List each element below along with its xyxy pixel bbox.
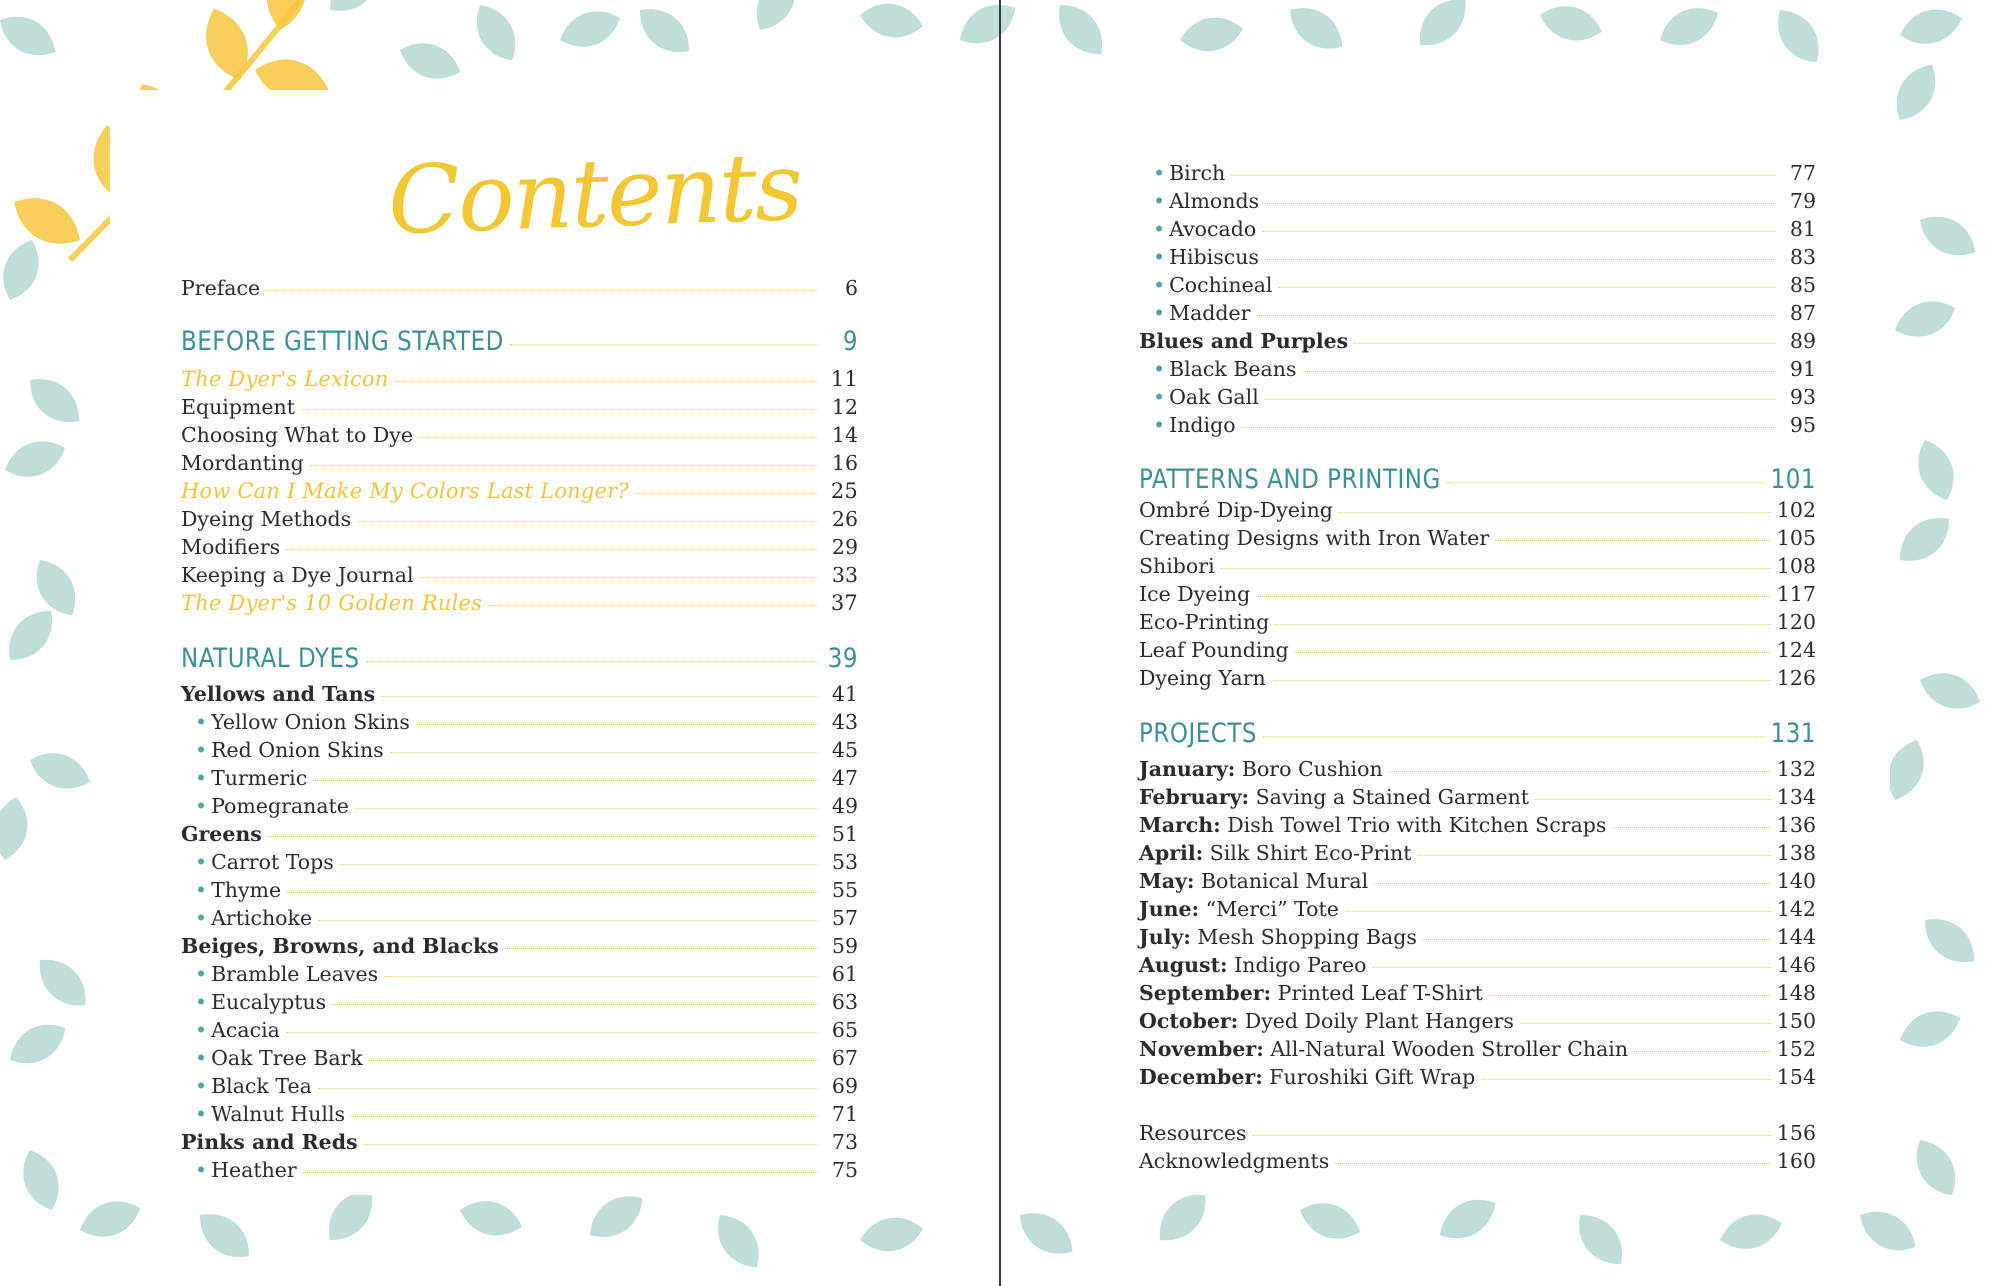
- toc-entry[interactable]: [1139, 1119, 1816, 1147]
- toc-entry[interactable]: [195, 792, 858, 820]
- toc-entry-title: How Can I Make My Colors Last Longer?: [181, 479, 629, 503]
- toc-entry[interactable]: [1153, 243, 1816, 271]
- toc-page-number: 124: [1776, 638, 1816, 662]
- toc-entry-title: • Bramble Leaves: [195, 960, 378, 988]
- toc-entry-title: Beiges, Browns, and Blacks: [181, 934, 499, 958]
- toc-entry-title: Ombré Dip-Dyeing: [1139, 498, 1333, 522]
- dot-leader: [351, 1116, 818, 1117]
- toc-page-number: 55: [831, 878, 858, 902]
- page-title: Contents: [386, 132, 803, 257]
- toc-entry-title: • Hibiscus: [1153, 243, 1259, 271]
- toc-page-number: 95: [1789, 413, 1816, 437]
- dot-leader: [303, 1172, 818, 1173]
- toc-entry[interactable]: [181, 561, 858, 589]
- dot-leader: [1389, 771, 1771, 772]
- toc-entry[interactable]: [1139, 608, 1816, 636]
- toc-entry[interactable]: [181, 393, 858, 421]
- toc-page-number: 26: [831, 507, 858, 531]
- toc-page-number: 160: [1776, 1149, 1816, 1173]
- toc-page-number: 67: [831, 1046, 858, 1070]
- toc-entry[interactable]: [181, 820, 858, 848]
- toc-entry[interactable]: [195, 1100, 858, 1128]
- toc-page-number: 126: [1776, 666, 1816, 690]
- toc-entry[interactable]: [1153, 159, 1816, 187]
- toc-page-number: 134: [1776, 785, 1816, 809]
- toc-entry[interactable]: [1139, 1063, 1816, 1091]
- toc-entry-title: • Oak Gall: [1153, 383, 1259, 411]
- toc-entry[interactable]: [1139, 1147, 1816, 1175]
- toc-entry[interactable]: [1153, 271, 1816, 299]
- project-name: Printed Leaf T-Shirt: [1271, 981, 1483, 1005]
- toc-entry[interactable]: [181, 1128, 858, 1156]
- toc-entry-title: Mordanting: [181, 451, 304, 475]
- dot-leader: [1303, 371, 1777, 372]
- toc-page-number: 57: [831, 906, 858, 930]
- toc-entry-title: Creating Designs with Iron Water: [1139, 526, 1490, 550]
- dot-leader: [1256, 315, 1776, 316]
- toc-page-number: 37: [830, 591, 858, 615]
- toc-page-number: 41: [831, 682, 858, 706]
- toc-entry-title: Choosing What to Dye: [181, 423, 413, 447]
- toc-entry-title: [1139, 895, 1339, 923]
- dot-leader: [364, 1144, 818, 1145]
- toc-page-number: 12: [831, 395, 858, 419]
- toc-entry[interactable]: [181, 932, 858, 960]
- toc-entry-title: [1139, 923, 1417, 951]
- toc-entry-title: Equipment: [181, 395, 295, 419]
- toc-page-number: 85: [1789, 273, 1816, 297]
- toc-entry-title: Preface: [181, 276, 261, 300]
- toc-page-number: 140: [1776, 869, 1816, 893]
- dot-leader: [1489, 995, 1771, 996]
- toc-page-number: 77: [1789, 161, 1816, 185]
- project-name: Indigo Pareo: [1227, 953, 1367, 977]
- toc-page-number: 148: [1776, 981, 1816, 1005]
- toc-entry-title: [1139, 867, 1368, 895]
- toc-page-number: 146: [1776, 953, 1816, 977]
- project-month: January:: [1139, 757, 1236, 781]
- project-name: Boro Cushion: [1235, 757, 1383, 781]
- toc-page-number: 150: [1776, 1009, 1816, 1033]
- toc-entry[interactable]: [1139, 979, 1816, 1007]
- dot-leader: [1354, 343, 1776, 344]
- toc-entry-title: [1139, 783, 1529, 811]
- toc-entry[interactable]: [195, 1156, 858, 1184]
- dot-leader: [1417, 855, 1770, 856]
- dot-leader: [419, 437, 818, 438]
- toc-page-number: 81: [1789, 217, 1816, 241]
- toc-page-number: 152: [1776, 1037, 1816, 1061]
- toc-entry[interactable]: [1139, 783, 1816, 811]
- toc-page-number: 132: [1776, 757, 1816, 781]
- toc-page-number: 93: [1789, 385, 1816, 409]
- dot-leader: [1495, 540, 1771, 541]
- dot-leader: [1295, 652, 1771, 653]
- toc-page-number: 61: [831, 962, 858, 986]
- dot-leader: [390, 752, 818, 753]
- dot-leader: [1339, 512, 1771, 513]
- toc-entry-title: Dyeing Methods: [181, 507, 352, 531]
- toc-page-number: 91: [1789, 357, 1816, 381]
- dot-leader: [1272, 680, 1771, 681]
- dot-leader: [510, 344, 818, 345]
- toc-entry-title: • Pomegranate: [195, 792, 349, 820]
- toc-entry[interactable]: [1139, 664, 1816, 692]
- project-name: Saving a Stained Garment: [1249, 785, 1530, 809]
- toc-entry-title: • Walnut Hulls: [195, 1100, 345, 1128]
- toc-entry[interactable]: [181, 643, 858, 675]
- toc-entry-title: • Madder: [1153, 299, 1250, 327]
- toc-entry-title: • Black Tea: [195, 1072, 312, 1100]
- toc-page-number: 63: [831, 990, 858, 1014]
- toc-page-number: 73: [831, 1130, 858, 1154]
- toc-entry[interactable]: [195, 848, 858, 876]
- dot-leader: [635, 493, 818, 494]
- dot-leader: [1612, 827, 1770, 828]
- toc-entry[interactable]: [1139, 811, 1816, 839]
- toc-entry[interactable]: [195, 904, 858, 932]
- toc-entry[interactable]: [1153, 187, 1816, 215]
- toc-page-number: 65: [831, 1018, 858, 1042]
- project-month: March:: [1139, 813, 1221, 837]
- toc-entry[interactable]: [195, 960, 858, 988]
- dot-leader: [1275, 624, 1771, 625]
- dot-leader: [310, 465, 818, 466]
- toc-entry-title: • Heather: [195, 1156, 297, 1184]
- toc-entry[interactable]: [1139, 1007, 1816, 1035]
- toc-entry[interactable]: [181, 533, 858, 561]
- toc-page-number: 53: [831, 850, 858, 874]
- toc-page-number: 25: [830, 479, 858, 503]
- toc-entry-title: Keeping a Dye Journal: [181, 563, 414, 587]
- toc-entry-title: PROJECTS: [1139, 718, 1257, 749]
- toc-entry-title: Greens: [181, 822, 262, 846]
- toc-entry[interactable]: [181, 505, 858, 533]
- toc-entry-title: [1139, 951, 1367, 979]
- toc-page-number: 154: [1776, 1065, 1816, 1089]
- project-month: May:: [1139, 869, 1195, 893]
- toc-entry-title: NATURAL DYES: [181, 643, 360, 674]
- toc-entry-title: [1139, 1063, 1475, 1091]
- toc-page-number: 131: [1770, 718, 1816, 749]
- toc-entry[interactable]: [195, 1016, 858, 1044]
- project-month: February:: [1139, 785, 1250, 809]
- toc-entry[interactable]: [1139, 464, 1816, 496]
- toc-page-number: 49: [831, 794, 858, 818]
- toc-entry-title: PATTERNS AND PRINTING: [1139, 464, 1441, 495]
- toc-entry[interactable]: [181, 449, 858, 477]
- toc-entry[interactable]: [195, 708, 858, 736]
- toc-entry-title: [1139, 1007, 1514, 1035]
- dot-leader: [1423, 939, 1771, 940]
- dot-leader: [505, 948, 818, 949]
- toc-entry[interactable]: [195, 988, 858, 1016]
- dot-leader: [1221, 568, 1771, 569]
- toc-entry-title: Leaf Pounding: [1139, 638, 1289, 662]
- dot-leader: [488, 605, 818, 606]
- dot-leader: [1373, 967, 1771, 968]
- dot-leader: [1520, 1023, 1771, 1024]
- toc-entry-title: Eco-Printing: [1139, 610, 1270, 634]
- toc-entry-title: • Avocado: [1153, 215, 1256, 243]
- project-month: September:: [1139, 981, 1272, 1005]
- dot-leader: [366, 661, 818, 662]
- toc-entry[interactable]: [1139, 718, 1816, 750]
- toc-page-number: 79: [1789, 189, 1816, 213]
- toc-entry-title: Resources: [1139, 1121, 1247, 1145]
- toc-entry[interactable]: [1153, 215, 1816, 243]
- toc-entry[interactable]: [1139, 496, 1816, 524]
- toc-entry[interactable]: [1139, 839, 1816, 867]
- toc-page-number: 156: [1776, 1121, 1816, 1145]
- toc-page-number: 33: [831, 563, 858, 587]
- toc-entry-title: BEFORE GETTING STARTED: [181, 326, 504, 357]
- toc-page-number: 14: [831, 423, 858, 447]
- dot-leader: [357, 521, 818, 522]
- toc-page-number: 89: [1789, 329, 1816, 353]
- toc-entry-title: Acknowledgments: [1139, 1149, 1330, 1173]
- toc-page-number: 75: [831, 1158, 858, 1182]
- toc-page-number: 59: [831, 934, 858, 958]
- toc-page-number: 71: [831, 1102, 858, 1126]
- project-name: Dish Towel Trio with Kitchen Scraps: [1220, 813, 1607, 837]
- toc-entry-title: • Carrot Tops: [195, 848, 334, 876]
- toc-entry-title: • Oak Tree Bark: [195, 1044, 363, 1072]
- dot-leader: [301, 409, 818, 410]
- toc-entry[interactable]: [1139, 867, 1816, 895]
- toc-entry-title: [1139, 1035, 1628, 1063]
- toc-entry[interactable]: [195, 764, 858, 792]
- dot-leader: [420, 577, 819, 578]
- dot-leader: [1265, 203, 1776, 204]
- toc-entry-title: • Birch: [1153, 159, 1225, 187]
- toc-entry[interactable]: [1139, 895, 1816, 923]
- toc-entry-title: Modifiers: [181, 535, 281, 559]
- toc-entry-title: • Indigo: [1153, 411, 1236, 439]
- dot-leader: [1335, 1163, 1771, 1164]
- toc-entry-title: • Black Beans: [1153, 355, 1297, 383]
- toc-entry[interactable]: [1153, 383, 1816, 411]
- toc-entry-title: • Almonds: [1153, 187, 1259, 215]
- toc-entry[interactable]: [1139, 951, 1816, 979]
- toc-entry[interactable]: [181, 680, 858, 708]
- toc-entry[interactable]: [195, 1044, 858, 1072]
- dot-leader: [355, 808, 818, 809]
- toc-entry[interactable]: [181, 421, 858, 449]
- dot-leader: [1263, 736, 1765, 737]
- dot-leader: [1253, 1135, 1771, 1136]
- toc-entry[interactable]: [181, 589, 858, 617]
- project-month: October:: [1139, 1009, 1239, 1033]
- toc-entry[interactable]: [181, 326, 858, 358]
- toc-page-number: 101: [1770, 464, 1816, 495]
- toc-page-number: 45: [831, 738, 858, 762]
- project-name: Silk Shirt Eco-Print: [1203, 841, 1412, 865]
- toc-entry[interactable]: [195, 876, 858, 904]
- toc-entry[interactable]: [181, 274, 858, 302]
- book-spine: [999, 0, 1001, 1286]
- project-name: All-Natural Wooden Stroller Chain: [1263, 1037, 1629, 1061]
- toc-entry[interactable]: [1139, 524, 1816, 552]
- toc-entry-title: The Dyer's Lexicon: [181, 367, 389, 391]
- project-month: August:: [1139, 953, 1228, 977]
- toc-entry-title: Blues and Purples: [1139, 329, 1349, 353]
- toc-entry-title: • Cochineal: [1153, 271, 1272, 299]
- toc-entry[interactable]: [1139, 923, 1816, 951]
- toc-entry-title: • Red Onion Skins: [195, 736, 384, 764]
- dot-leader: [1535, 799, 1771, 800]
- toc-page-number: 9: [842, 326, 858, 357]
- project-month: December:: [1139, 1065, 1263, 1089]
- dot-leader: [1265, 259, 1776, 260]
- project-name: Dyed Doily Plant Hangers: [1238, 1009, 1514, 1033]
- toc-entry[interactable]: [181, 365, 858, 393]
- toc-page-number: 87: [1789, 301, 1816, 325]
- dot-leader: [1265, 399, 1776, 400]
- dot-leader: [1256, 596, 1771, 597]
- dot-leader: [369, 1060, 818, 1061]
- toc-entry-title: • Acacia: [195, 1016, 280, 1044]
- dot-leader: [287, 892, 818, 893]
- toc-entry[interactable]: [195, 1072, 858, 1100]
- dot-leader: [395, 381, 819, 382]
- toc-entry-title: • Artichoke: [195, 904, 312, 932]
- dot-leader: [332, 1004, 818, 1005]
- dot-leader: [318, 920, 818, 921]
- toc-entry[interactable]: [1153, 355, 1816, 383]
- dot-leader: [1345, 911, 1771, 912]
- toc-page-number: 47: [831, 766, 858, 790]
- project-name: Botanical Mural: [1194, 869, 1369, 893]
- toc-page-number: 138: [1776, 841, 1816, 865]
- dot-leader: [340, 864, 818, 865]
- toc-entry-title: Pinks and Reds: [181, 1130, 358, 1154]
- project-month: November:: [1139, 1037, 1264, 1061]
- toc-page-number: 117: [1776, 582, 1816, 606]
- dot-leader: [286, 549, 818, 550]
- toc-entry-title: [1139, 839, 1411, 867]
- toc-page-number: 136: [1776, 813, 1816, 837]
- toc-page-number: 39: [827, 643, 858, 674]
- toc-page-number: 144: [1776, 925, 1816, 949]
- toc-page-number: 142: [1776, 897, 1816, 921]
- toc-entry-title: The Dyer's 10 Golden Rules: [181, 591, 483, 615]
- project-name: Furoshiki Gift Wrap: [1262, 1065, 1476, 1089]
- toc-page-number: 108: [1776, 554, 1816, 578]
- toc-entry-title: • Yellow Onion Skins: [195, 708, 410, 736]
- dot-leader: [1374, 883, 1771, 884]
- toc-entry-title: Ice Dyeing: [1139, 582, 1251, 606]
- toc-entry-title: • Thyme: [195, 876, 281, 904]
- toc-page-number: 6: [844, 276, 858, 300]
- toc-entry[interactable]: [1139, 327, 1816, 355]
- toc-page-number: 29: [831, 535, 858, 559]
- dot-leader: [1634, 1051, 1771, 1052]
- toc-entry-title: [1139, 755, 1383, 783]
- toc-entry-title: Shibori: [1139, 554, 1215, 578]
- toc-page-number: 11: [830, 367, 858, 391]
- dot-leader: [1242, 427, 1776, 428]
- toc-page-number: 105: [1776, 526, 1816, 550]
- toc-entry-title: • Turmeric: [195, 764, 307, 792]
- project-month: April:: [1139, 841, 1204, 865]
- toc-entry[interactable]: [1139, 636, 1816, 664]
- dot-leader: [381, 696, 818, 697]
- toc-page-number: 83: [1789, 245, 1816, 269]
- toc-entry[interactable]: [1139, 755, 1816, 783]
- dot-leader: [286, 1032, 818, 1033]
- dot-leader: [1447, 482, 1765, 483]
- dot-leader: [318, 1088, 818, 1089]
- toc-entry-title: Yellows and Tans: [181, 682, 376, 706]
- toc-page-number: 43: [831, 710, 858, 734]
- toc-entry[interactable]: [181, 477, 858, 505]
- toc-entry[interactable]: [195, 736, 858, 764]
- project-month: July:: [1139, 925, 1191, 949]
- toc-entry-title: [1139, 979, 1483, 1007]
- toc-entry[interactable]: [1153, 411, 1816, 439]
- toc-page-number: 102: [1776, 498, 1816, 522]
- project-name: Mesh Shopping Bags: [1190, 925, 1417, 949]
- toc-entry[interactable]: [1153, 299, 1816, 327]
- dot-leader: [1481, 1079, 1771, 1080]
- dot-leader: [384, 976, 818, 977]
- toc-entry[interactable]: [1139, 1035, 1816, 1063]
- dot-leader: [1262, 231, 1776, 232]
- toc-entry[interactable]: [1139, 580, 1816, 608]
- toc-entry-title: • Eucalyptus: [195, 988, 326, 1016]
- dot-leader: [268, 836, 818, 837]
- project-name: “Merci” Tote: [1199, 897, 1339, 921]
- dot-leader: [416, 724, 818, 725]
- toc-entry-title: [1139, 811, 1606, 839]
- toc-entry-title: Dyeing Yarn: [1139, 666, 1266, 690]
- project-month: June:: [1139, 897, 1200, 921]
- dot-leader: [313, 780, 818, 781]
- toc-entry[interactable]: [1139, 552, 1816, 580]
- dot-leader: [1231, 175, 1776, 176]
- toc-page-number: 16: [831, 451, 858, 475]
- toc-page-number: 69: [831, 1074, 858, 1098]
- dot-leader: [1278, 287, 1776, 288]
- toc-page-number: 51: [831, 822, 858, 846]
- dot-leader: [266, 290, 818, 291]
- toc-page-number: 120: [1776, 610, 1816, 634]
